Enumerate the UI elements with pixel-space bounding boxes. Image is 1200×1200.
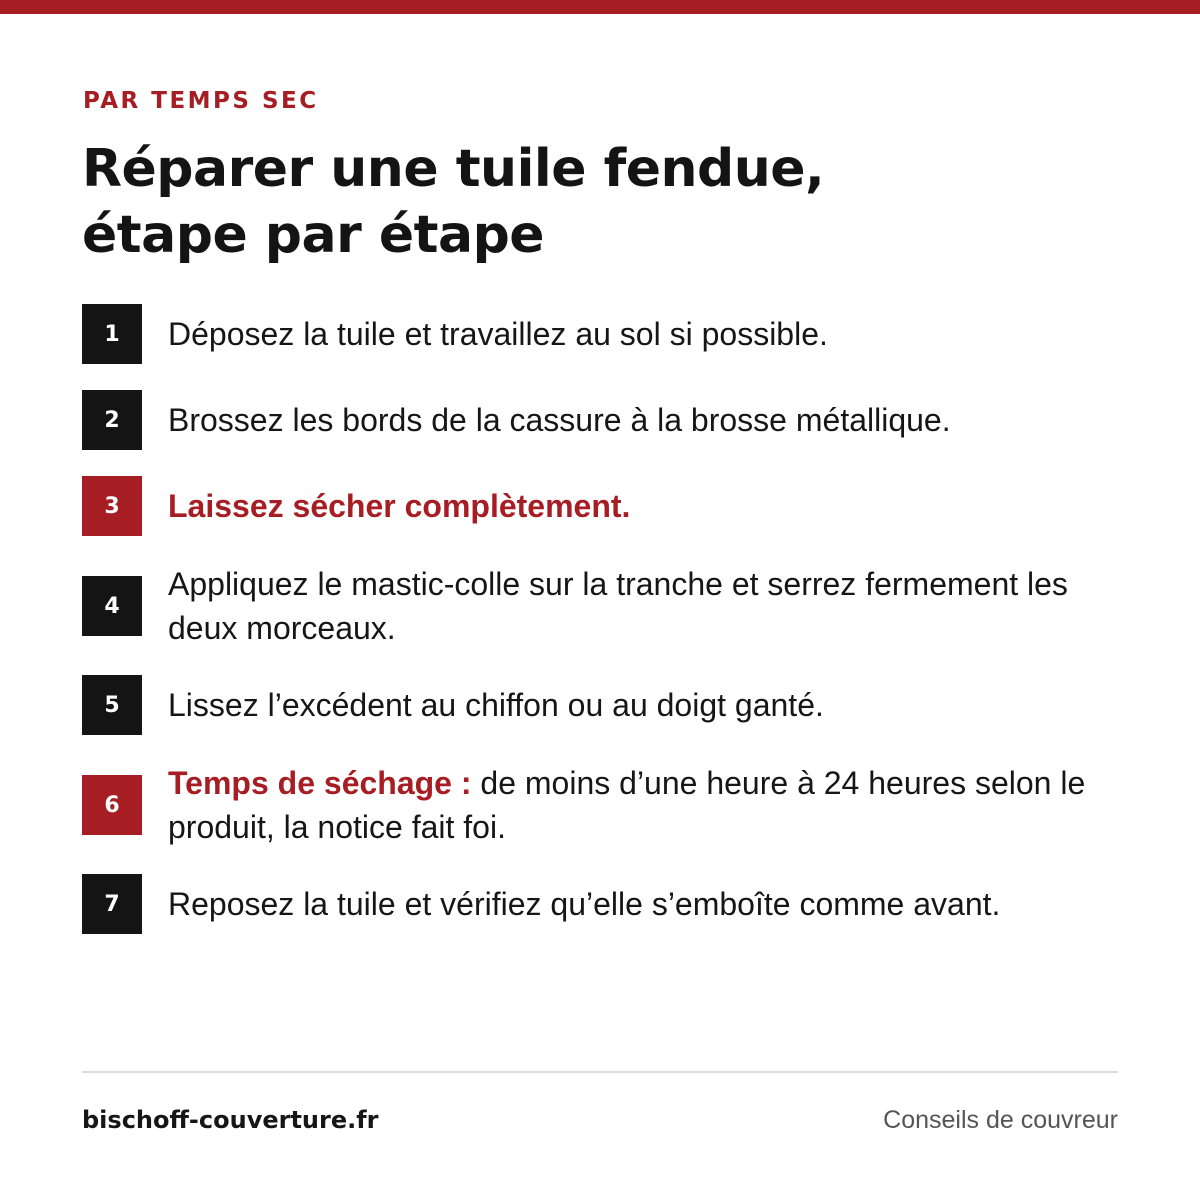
step-text: Reposez la tuile et vérifiez qu’elle s’emboîte comme avant. xyxy=(168,886,1001,922)
footer-tagline: Conseils de couvreur xyxy=(883,1106,1118,1134)
step-3 xyxy=(82,476,1122,536)
step-number-badge: 5 xyxy=(82,675,142,735)
step-text: Déposez la tuile et travaillez au sol si possible. xyxy=(168,316,828,352)
step-7 xyxy=(82,874,1122,934)
step-number-badge: 2 xyxy=(82,390,142,450)
step-number-badge: 4 xyxy=(82,576,142,636)
top-accent-bar xyxy=(0,0,1200,14)
step-number-badge: 7 xyxy=(82,874,142,934)
step-text: Appliquez le mastic-colle sur la tranche et serrez fermement les deux morceaux. xyxy=(168,566,1068,646)
page-title xyxy=(82,136,1122,268)
step-text: Laissez sécher complètement. xyxy=(168,488,631,524)
step-number-badge: 1 xyxy=(82,304,142,364)
step-text: Lissez l’excédent au chiffon ou au doigt ganté. xyxy=(168,687,824,723)
footer-divider xyxy=(82,1071,1118,1073)
step-detail: de moins d’une heure à 24 heures selon le produit, la notice fait foi. xyxy=(168,765,1086,845)
step-1 xyxy=(82,304,1122,364)
step-lead: Temps de séchage : xyxy=(168,765,472,801)
step-number-badge: 3 xyxy=(82,476,142,536)
step-number-badge: 6 xyxy=(82,775,142,835)
step-2 xyxy=(82,390,1122,450)
step-6 xyxy=(82,765,1122,845)
step-4 xyxy=(82,566,1122,646)
footer-site-name: bischoff-couverture.fr xyxy=(82,1106,379,1134)
page-title-line-1: Réparer une tuile fendue, xyxy=(82,139,825,199)
step-5 xyxy=(82,675,1122,735)
eyebrow-label: PAR TEMPS SEC xyxy=(83,88,319,114)
step-text: Brossez les bords de la cassure à la brosse métallique. xyxy=(168,402,951,438)
page-title-line-2: étape par étape xyxy=(82,205,545,265)
step-text xyxy=(168,761,1128,849)
